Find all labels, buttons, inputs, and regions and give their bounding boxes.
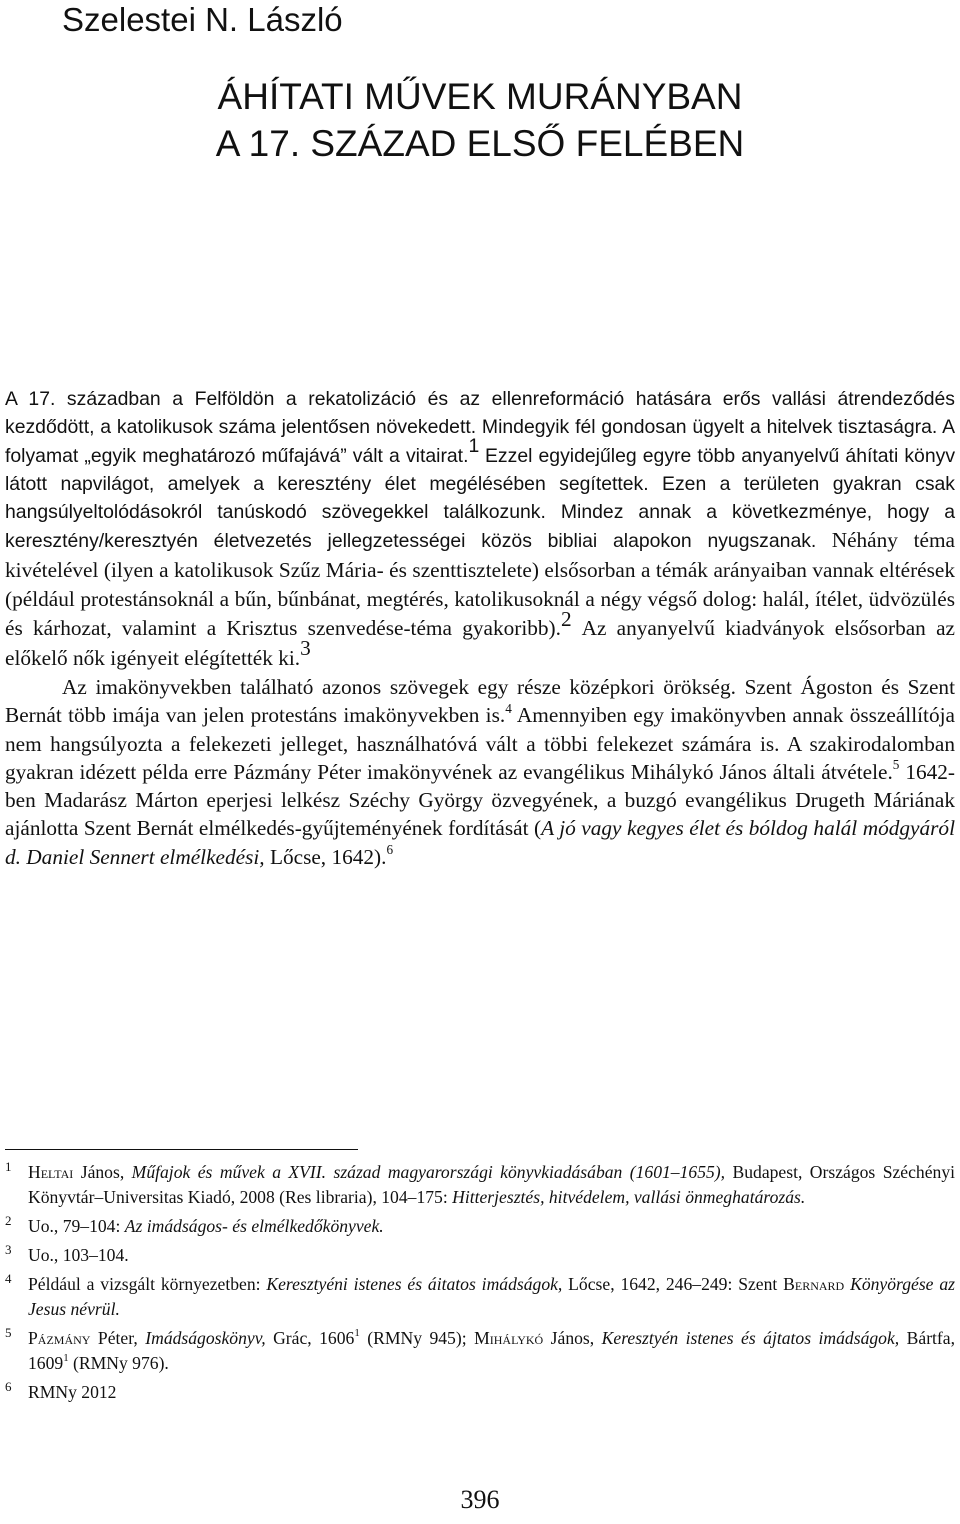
footnote-3 bbox=[5, 1243, 955, 1268]
paragraph-2-part-d: Lőcse, 1642). bbox=[269, 844, 387, 869]
footnote-text: János, bbox=[73, 1162, 132, 1182]
paragraph-1-part-d: Az anyanyelvű kiadványok elsősorban az előkelő nők igényeit elégítették ki. bbox=[5, 616, 955, 670]
footnote-italic: Az imádságos- és elmélkedőkönyvek. bbox=[124, 1216, 384, 1236]
footnote-italic: Műfajok és művek a XVII. század magyarországi könyvkiadásában (1601–1655), bbox=[131, 1162, 726, 1182]
footnote-ref-3[interactable]: 3 bbox=[300, 635, 311, 660]
title-line-2: A 17. SZÁZAD ELSŐ FELÉBEN bbox=[215, 123, 745, 164]
footnote-text: Uo., 103–104. bbox=[28, 1245, 129, 1265]
author-small-caps: Mihálykó bbox=[474, 1328, 544, 1348]
footnote-text: János, bbox=[543, 1328, 602, 1348]
footnote-4 bbox=[5, 1272, 955, 1322]
footnote-ref-4[interactable]: 4 bbox=[505, 700, 512, 716]
title-line-1: ÁHÍTATI MŰVEK MURÁNYBAN bbox=[217, 76, 743, 117]
footnote-ref-1[interactable]: 1 bbox=[468, 435, 480, 457]
footnote-ref-6[interactable]: 6 bbox=[386, 842, 394, 858]
footnote-number: 4 bbox=[5, 1271, 12, 1286]
footnotes bbox=[5, 1160, 955, 1409]
footnote-number: 5 bbox=[5, 1325, 12, 1340]
footnote-italic: Könyörgése az Jesus névrül. bbox=[28, 1274, 955, 1319]
paragraph-2-part-a: Az imakönyvekben található azonos szövegek egy része középkori örökség. Szent Ágoston és Szent Bernát több imája van jelen protestáns imakönyvekben is. bbox=[5, 674, 955, 728]
footnote-italic: Keresztyén istenes és ájtatos imádságok, bbox=[601, 1328, 900, 1348]
footnote-text: Uo., 79–104: bbox=[28, 1216, 125, 1236]
footnote-text: Lőcse, 1642, 246–249: Szent bbox=[562, 1274, 784, 1294]
paragraph-2-part-b: Amennyiben egy imakönyvben annak összeállítója nem hangsúlyozta a felekezeti jelleget, használhatóvá vált a többi felekezet számára is. A szakirodalomban gyakran idézett példa erre Pázmány Péter imakönyvének az evangélikus Mihálykó János általi átvétele. bbox=[5, 703, 955, 784]
footnote-number: 3 bbox=[5, 1242, 12, 1257]
footnote-text: RMNy 2012 bbox=[28, 1382, 117, 1402]
author-name: Szelestei N. László bbox=[62, 1, 343, 38]
footnote-divider bbox=[5, 1149, 358, 1150]
body-text bbox=[5, 385, 955, 871]
footnote-text: Például a vizsgált környezetben: bbox=[28, 1274, 267, 1294]
paragraph-1-part-a: A 17. században a Felföldön a rekatolizáció és az ellenreformáció hatására erős vallási átrendeződés kezdődött, a katolikusok száma jelentősen növekedett. Mindegyik fél gondosan ügyelt a hitelvek tisztaságra. A folyamat „egyik meghatározó műfajává” vált a vitairat. bbox=[5, 388, 955, 467]
book-title-italic: A jó vagy kegyes élet és bóldog halál módgyáról d. Daniel Sennert elmélkedési, bbox=[5, 816, 955, 869]
paragraph-2-part-c: 1642-ben Madarász Márton eperjesi lelkész Széchy György özvegyének, a buzgó evangélikus Drugeth Máriának ajánlotta Szent Bernát elmélkedés-gyűjteményének fordítását ( bbox=[5, 759, 955, 841]
footnote-italic: Imádságoskönyv, bbox=[145, 1328, 266, 1348]
footnote-ref-5[interactable]: 5 bbox=[892, 757, 900, 773]
footnote-text: (RMNy 976). bbox=[68, 1353, 169, 1373]
edition-superscript: 1 bbox=[354, 1327, 360, 1340]
footnote-text: Grác, 1606 bbox=[265, 1328, 355, 1348]
paragraph-1-part-c: Néhány téma kivételével (ilyen a katolikusok Szűz Mária- és szenttisztelete) elsősorban a témák arányaiban vannak eltérések (például protestánsoknál a bűn, bűnbánat, megtérés, katolikusoknál a négy végső dolog: halál, ítélet, üdvözülés és kárhozat, valamint a Krisztus szenvedése-téma gyakoribb). bbox=[5, 528, 956, 641]
footnote-5 bbox=[5, 1326, 955, 1376]
footnote-italic: Hitterjesztés, hitvédelem, vallási önmeghatározás. bbox=[452, 1187, 806, 1207]
footnote-6 bbox=[5, 1380, 955, 1405]
footnote-1 bbox=[5, 1160, 955, 1210]
edition-superscript: 1 bbox=[63, 1352, 69, 1365]
page-number: 396 bbox=[460, 1485, 500, 1514]
paragraph-1 bbox=[5, 385, 955, 673]
paragraph-1-part-b: Ezzel egyidejűleg egyre több anyanyelvű áhítati könyv látott napvilágot, amelyek a keresztény élet megélésében segítettek. Ezen a területen gyakran csak hangsúlyeltolódásokról tanúskodó szövegekkel találkozunk. Mindez annak a következménye, hogy a keresztény/keresztyén életvezetés jellegzetességei közös bibliai alapokon nyugszanak. bbox=[5, 444, 956, 553]
footnote-number: 2 bbox=[5, 1213, 12, 1228]
footnote-2 bbox=[5, 1214, 955, 1239]
footnote-italic: Keresztyéni istenes és áitatos imádságok, bbox=[266, 1274, 563, 1294]
footnote-number: 1 bbox=[5, 1159, 12, 1174]
paragraph-2 bbox=[5, 673, 955, 871]
author-small-caps: Pázmány bbox=[28, 1328, 91, 1348]
author-small-caps: Bernard bbox=[783, 1274, 845, 1294]
author-small-caps: Heltai bbox=[28, 1162, 74, 1182]
footnote-number: 6 bbox=[5, 1379, 12, 1394]
footnote-text: (RMNy 945); bbox=[359, 1328, 475, 1348]
footnote-text: Bártfa, 1609 bbox=[28, 1328, 956, 1373]
footnote-text: Péter, bbox=[90, 1328, 146, 1348]
footnote-text: Budapest, Országos Széchényi Könyvtár–Universitas Kiadó, 2008 (Res libraria), 104–175: bbox=[28, 1162, 956, 1207]
footnote-ref-2[interactable]: 2 bbox=[560, 606, 572, 631]
